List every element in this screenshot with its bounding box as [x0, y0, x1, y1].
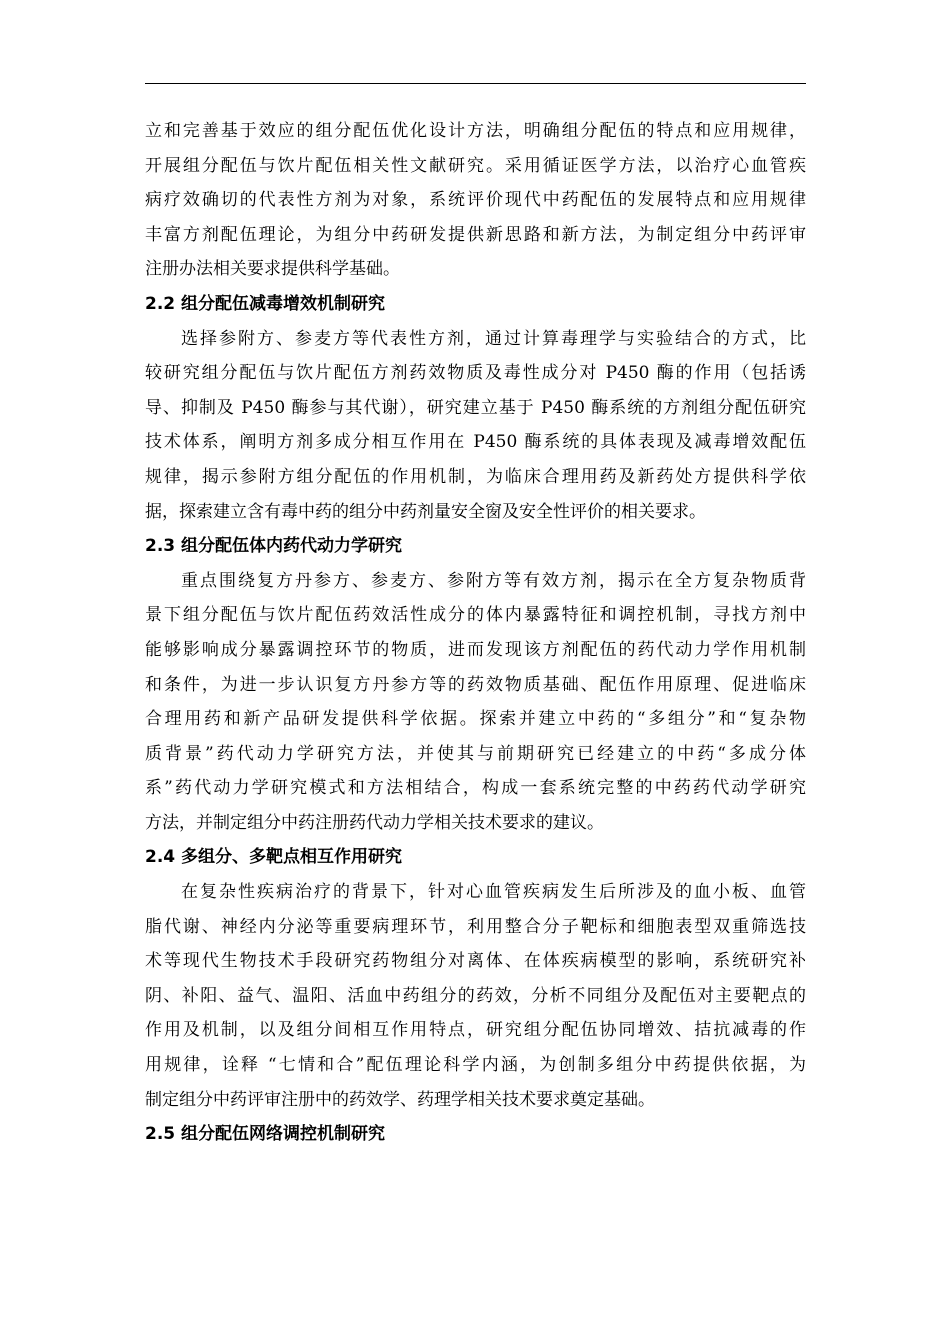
- section-paragraph-2-4: [145, 875, 806, 1117]
- paragraph-line: 景下组分配伍与饮片配伍药效活性成分的体内暴露特征和调控机制，寻找方剂中: [145, 605, 806, 626]
- paragraph-line: 质背景”药代动力学研究方法，并使其与前期研究已经建立的中药“多成分体: [145, 743, 806, 764]
- section-heading-2-2: 2.2 组分配伍减毒增效机制研究: [145, 293, 386, 314]
- paragraph-line: 方法，并制定组分中药注册药代动力学相关技术要求的建议。: [145, 812, 604, 833]
- paragraph-line: 脂代谢、神经内分泌等重要病理环节，利用整合分子靶标和细胞表型双重筛选技: [145, 916, 806, 937]
- section-heading-2-4: 2.4 多组分、多靶点相互作用研究: [145, 847, 403, 868]
- paragraph-line: 导、抑制及 P450 酶参与其代谢），研究建立基于 P450 酶系统的方剂组分配伍研究: [145, 397, 806, 418]
- paragraph-line: 据，探索建立含有毒中药的组分中药剂量安全窗及安全性评价的相关要求。: [145, 501, 706, 522]
- paragraph-line: 开展组分配伍与饮片配伍相关性文献研究。采用循证医学方法，以治疗心血管疾: [145, 155, 806, 176]
- paragraph-line: 选择参附方、参麦方等代表性方剂，通过计算毒理学与实验结合的方式，比: [181, 328, 806, 349]
- paragraph-line: 阴、补阳、益气、温阳、活血中药组分的药效，分析不同组分及配伍对主要靶点的: [145, 985, 806, 1006]
- paragraph-line: 术等现代生物技术手段研究药物组分对离体、在体疾病模型的影响，系统研究补: [145, 951, 806, 972]
- paragraph-line: 规律，揭示参附方组分配伍的作用机制，为临床合理用药及新药处方提供科学依: [145, 466, 806, 487]
- paragraph-line: 和条件，为进一步认识复方丹参方等的药效物质基础、配伍作用原理、促进临床: [145, 674, 806, 695]
- paragraph-line: 病疗效确切的代表性方剂为对象，系统评价现代中药配伍的发展特点和应用规律: [145, 190, 806, 211]
- paragraph-line: 重点围绕复方丹参方、参麦方、参附方等有效方剂，揭示在全方复杂物质背: [181, 570, 806, 591]
- section-paragraph-2-3: [145, 564, 806, 841]
- document-body: [145, 114, 806, 1152]
- paragraph-line: 制定组分中药评审注册中的药效学、药理学相关技术要求奠定基础。: [145, 1089, 655, 1110]
- paragraph-line: 合理用药和新产品研发提供科学依据。探索并建立中药的“多组分”和“复杂物: [145, 709, 806, 730]
- paragraph-line: 在复杂性疾病治疗的背景下，针对心血管疾病发生后所涉及的血小板、血管: [181, 882, 806, 903]
- paragraph-line: 较研究组分配伍与饮片配伍方剂药效物质及毒性成分对 P450 酶的作用（包括诱: [145, 363, 806, 384]
- section-heading-2-5: 2.5 组分配伍网络调控机制研究: [145, 1124, 386, 1145]
- intro-paragraph: [145, 114, 806, 287]
- paragraph-line: 用规律，诠释 “七情和合”配伍理论科学内涵，为创制多组分中药提供依据，为: [145, 1055, 806, 1076]
- paragraph-line: 立和完善基于效应的组分配伍优化设计方法，明确组分配伍的特点和应用规律，: [145, 121, 806, 141]
- section-paragraph-2-2: [145, 322, 806, 530]
- paragraph-line: 技术体系，阐明方剂多成分相互作用在 P450 酶系统的具体表现及减毒增效配伍: [145, 432, 806, 453]
- paragraph-line: 丰富方剂配伍理论，为组分中药研发提供新思路和新方法，为制定组分中药评审: [145, 224, 806, 245]
- paragraph-line: 系”药代动力学研究模式和方法相结合，构成一套系统完整的中药药代动学研究: [145, 778, 806, 799]
- paragraph-line: 能够影响成分暴露调控环节的物质，进而发现该方剂配伍的药代动力学作用机制: [145, 639, 806, 660]
- section-heading-2-3: 2.3 组分配伍体内药代动力学研究: [145, 536, 403, 557]
- paragraph-line: 注册办法相关要求提供科学基础。: [145, 259, 400, 280]
- paragraph-line: 作用及机制，以及组分间相互作用特点，研究组分配伍协同增效、拮抗减毒的作: [145, 1020, 806, 1041]
- header-rule: [145, 83, 806, 84]
